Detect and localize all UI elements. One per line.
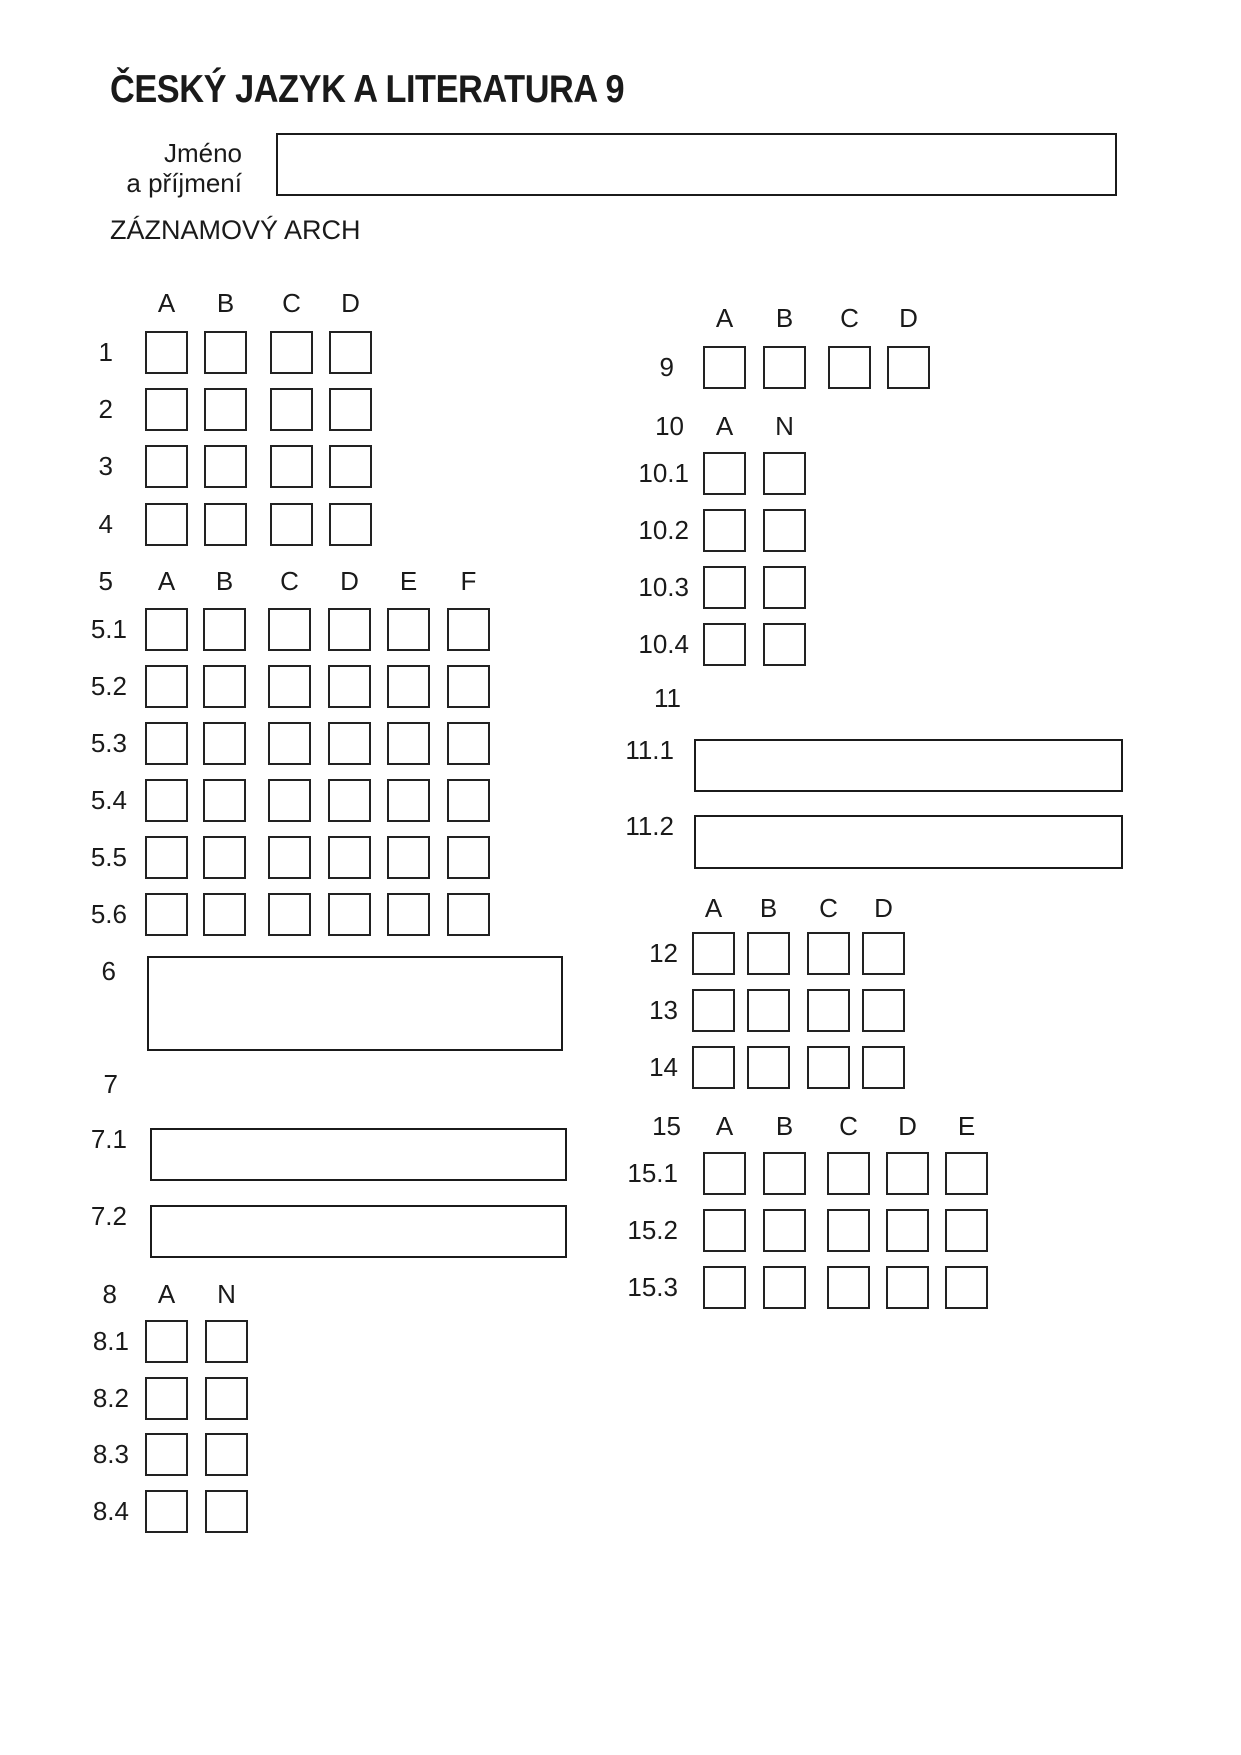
- checkbox-5-1-d[interactable]: [328, 608, 371, 651]
- sheet-subtitle: ZÁZNAMOVÝ ARCH: [110, 215, 361, 245]
- checkbox-9-a[interactable]: [703, 346, 746, 389]
- checkbox-1-a[interactable]: [145, 331, 188, 374]
- row-label-10-4: 10.4: [638, 629, 689, 659]
- checkbox-5-2-c[interactable]: [268, 665, 311, 708]
- checkbox-5-4-a[interactable]: [145, 779, 188, 822]
- column-label-b: B: [215, 566, 234, 596]
- checkbox-5-1-b[interactable]: [203, 608, 246, 651]
- checkbox-5-2-e[interactable]: [387, 665, 430, 708]
- row-label-10-1: 10.1: [638, 458, 689, 488]
- checkbox-5-3-e[interactable]: [387, 722, 430, 765]
- name-label-line2: a příjmení: [126, 168, 242, 198]
- checkbox-12-d[interactable]: [862, 932, 905, 975]
- question-number-8: 8: [102, 1279, 117, 1309]
- checkbox-12-a[interactable]: [692, 932, 735, 975]
- column-label-b: B: [775, 303, 794, 333]
- column-label-e: E: [957, 1111, 976, 1141]
- column-label-b: B: [216, 288, 235, 318]
- checkbox-1-d[interactable]: [329, 331, 372, 374]
- row-label-10-2: 10.2: [638, 515, 689, 545]
- checkbox-8-1-n[interactable]: [205, 1320, 248, 1363]
- answer-box-11-2[interactable]: [694, 815, 1123, 869]
- checkbox-5-1-c[interactable]: [268, 608, 311, 651]
- row-label-8-2: 8.2: [92, 1383, 129, 1413]
- row-label-14: 14: [649, 1052, 678, 1082]
- checkbox-5-5-f[interactable]: [447, 836, 490, 879]
- checkbox-5-6-f[interactable]: [447, 893, 490, 936]
- row-label-5-3: 5.3: [90, 728, 127, 758]
- column-label-f: F: [460, 566, 477, 596]
- checkbox-10-3-a[interactable]: [703, 566, 746, 609]
- checkbox-9-c[interactable]: [828, 346, 871, 389]
- row-label-5-2: 5.2: [90, 671, 127, 701]
- column-label-c: C: [840, 303, 859, 333]
- checkbox-8-2-a[interactable]: [145, 1377, 188, 1420]
- name-input-box[interactable]: [276, 133, 1117, 196]
- checkbox-5-2-d[interactable]: [328, 665, 371, 708]
- row-label-4: 4: [98, 509, 113, 539]
- checkbox-15-2-d[interactable]: [886, 1209, 929, 1252]
- checkbox-14-c[interactable]: [807, 1046, 850, 1089]
- checkbox-5-3-c[interactable]: [268, 722, 311, 765]
- row-label-8-1: 8.1: [92, 1326, 129, 1356]
- checkbox-15-3-a[interactable]: [703, 1266, 746, 1309]
- checkbox-5-2-a[interactable]: [145, 665, 188, 708]
- checkbox-15-2-c[interactable]: [827, 1209, 870, 1252]
- checkbox-10-3-n[interactable]: [763, 566, 806, 609]
- checkbox-15-1-d[interactable]: [886, 1152, 929, 1195]
- checkbox-2-b[interactable]: [204, 388, 247, 431]
- row-label-8-4: 8.4: [92, 1496, 129, 1526]
- row-label-15-1: 15.1: [627, 1158, 678, 1188]
- checkbox-5-6-e[interactable]: [387, 893, 430, 936]
- checkbox-15-2-a[interactable]: [703, 1209, 746, 1252]
- checkbox-5-6-d[interactable]: [328, 893, 371, 936]
- row-label-13: 13: [649, 995, 678, 1025]
- checkbox-10-1-a[interactable]: [703, 452, 746, 495]
- answer-box-11-1[interactable]: [694, 739, 1123, 792]
- column-label-a: A: [715, 1111, 734, 1141]
- checkbox-15-1-a[interactable]: [703, 1152, 746, 1195]
- checkbox-3-b[interactable]: [204, 445, 247, 488]
- checkbox-15-2-b[interactable]: [763, 1209, 806, 1252]
- checkbox-2-a[interactable]: [145, 388, 188, 431]
- checkbox-8-1-a[interactable]: [145, 1320, 188, 1363]
- checkbox-4-b[interactable]: [204, 503, 247, 546]
- checkbox-9-b[interactable]: [763, 346, 806, 389]
- column-label-e: E: [399, 566, 418, 596]
- column-label-a: A: [704, 893, 723, 923]
- checkbox-5-4-e[interactable]: [387, 779, 430, 822]
- checkbox-13-c[interactable]: [807, 989, 850, 1032]
- column-label-n: N: [217, 1279, 236, 1309]
- checkbox-15-3-d[interactable]: [886, 1266, 929, 1309]
- row-label-6: 6: [101, 956, 116, 986]
- column-label-d: D: [340, 566, 359, 596]
- row-label-8-3: 8.3: [92, 1439, 129, 1469]
- checkbox-10-4-a[interactable]: [703, 623, 746, 666]
- checkbox-4-c[interactable]: [270, 503, 313, 546]
- checkbox-12-b[interactable]: [747, 932, 790, 975]
- column-label-d: D: [341, 288, 360, 318]
- checkbox-1-c[interactable]: [270, 331, 313, 374]
- checkbox-13-d[interactable]: [862, 989, 905, 1032]
- column-label-d: D: [898, 1111, 917, 1141]
- checkbox-5-3-b[interactable]: [203, 722, 246, 765]
- row-label-1: 1: [98, 337, 113, 367]
- column-label-a: A: [157, 566, 176, 596]
- checkbox-5-4-c[interactable]: [268, 779, 311, 822]
- answer-box-6[interactable]: [147, 956, 563, 1051]
- checkbox-5-6-c[interactable]: [268, 893, 311, 936]
- checkbox-8-4-n[interactable]: [205, 1490, 248, 1533]
- row-label-15-3: 15.3: [627, 1272, 678, 1302]
- row-label-9: 9: [659, 352, 674, 382]
- column-label-a: A: [157, 288, 176, 318]
- checkbox-3-d[interactable]: [329, 445, 372, 488]
- name-label: [100, 138, 242, 198]
- checkbox-5-3-a[interactable]: [145, 722, 188, 765]
- checkbox-5-5-e[interactable]: [387, 836, 430, 879]
- checkbox-5-5-c[interactable]: [268, 836, 311, 879]
- question-number-10: 10: [655, 411, 684, 441]
- column-label-c: C: [819, 893, 838, 923]
- checkbox-13-a[interactable]: [692, 989, 735, 1032]
- row-label-10-3: 10.3: [638, 572, 689, 602]
- row-label-5-5: 5.5: [90, 842, 127, 872]
- checkbox-8-3-a[interactable]: [145, 1433, 188, 1476]
- checkbox-8-4-a[interactable]: [145, 1490, 188, 1533]
- checkbox-10-4-n[interactable]: [763, 623, 806, 666]
- checkbox-14-b[interactable]: [747, 1046, 790, 1089]
- checkbox-5-3-d[interactable]: [328, 722, 371, 765]
- checkbox-1-b[interactable]: [204, 331, 247, 374]
- column-label-a: A: [715, 411, 734, 441]
- checkbox-5-5-d[interactable]: [328, 836, 371, 879]
- checkbox-3-c[interactable]: [270, 445, 313, 488]
- row-label-7-1: 7.1: [90, 1124, 127, 1154]
- checkbox-5-1-a[interactable]: [145, 608, 188, 651]
- question-number-7: 7: [103, 1069, 118, 1099]
- checkbox-15-3-e[interactable]: [945, 1266, 988, 1309]
- column-label-a: A: [157, 1279, 176, 1309]
- checkbox-4-d[interactable]: [329, 503, 372, 546]
- checkbox-3-a[interactable]: [145, 445, 188, 488]
- checkbox-2-d[interactable]: [329, 388, 372, 431]
- checkbox-10-2-n[interactable]: [763, 509, 806, 552]
- checkbox-5-6-b[interactable]: [203, 893, 246, 936]
- column-label-b: B: [759, 893, 778, 923]
- checkbox-5-6-a[interactable]: [145, 893, 188, 936]
- row-label-11-1: 11.1: [625, 735, 674, 765]
- row-label-5-1: 5.1: [90, 614, 127, 644]
- question-number-11: 11: [654, 683, 681, 713]
- row-label-7-2: 7.2: [90, 1201, 127, 1231]
- checkbox-15-3-b[interactable]: [763, 1266, 806, 1309]
- question-number-5: 5: [98, 566, 113, 596]
- checkbox-15-1-c[interactable]: [827, 1152, 870, 1195]
- row-label-15-2: 15.2: [627, 1215, 678, 1245]
- column-label-c: C: [280, 566, 299, 596]
- checkbox-15-2-e[interactable]: [945, 1209, 988, 1252]
- question-number-15: 15: [652, 1111, 681, 1141]
- checkbox-15-1-e[interactable]: [945, 1152, 988, 1195]
- checkbox-2-c[interactable]: [270, 388, 313, 431]
- row-label-5-4: 5.4: [90, 785, 127, 815]
- checkbox-9-d[interactable]: [887, 346, 930, 389]
- column-label-c: C: [282, 288, 301, 318]
- page-title: ČESKÝ JAZYK A LITERATURA 9: [110, 68, 625, 111]
- checkbox-5-2-f[interactable]: [447, 665, 490, 708]
- row-label-12: 12: [649, 938, 678, 968]
- checkbox-5-2-b[interactable]: [203, 665, 246, 708]
- checkbox-5-4-d[interactable]: [328, 779, 371, 822]
- checkbox-10-1-n[interactable]: [763, 452, 806, 495]
- column-label-b: B: [775, 1111, 794, 1141]
- checkbox-12-c[interactable]: [807, 932, 850, 975]
- checkbox-5-5-b[interactable]: [203, 836, 246, 879]
- row-label-5-6: 5.6: [90, 899, 127, 929]
- column-label-d: D: [874, 893, 893, 923]
- row-label-11-2: 11.2: [625, 811, 674, 841]
- checkbox-5-1-e[interactable]: [387, 608, 430, 651]
- checkbox-15-3-c[interactable]: [827, 1266, 870, 1309]
- column-label-d: D: [899, 303, 918, 333]
- checkbox-13-b[interactable]: [747, 989, 790, 1032]
- name-label-line1: Jméno: [163, 138, 242, 168]
- row-label-2: 2: [98, 394, 113, 424]
- answer-box-7-1[interactable]: [150, 1128, 567, 1181]
- row-label-3: 3: [98, 451, 113, 481]
- checkbox-15-1-b[interactable]: [763, 1152, 806, 1195]
- checkbox-5-5-a[interactable]: [145, 836, 188, 879]
- checkbox-5-4-b[interactable]: [203, 779, 246, 822]
- column-label-c: C: [839, 1111, 858, 1141]
- checkbox-4-a[interactable]: [145, 503, 188, 546]
- column-label-a: A: [715, 303, 734, 333]
- answer-box-7-2[interactable]: [150, 1205, 567, 1258]
- checkbox-5-3-f[interactable]: [447, 722, 490, 765]
- checkbox-8-2-n[interactable]: [205, 1377, 248, 1420]
- checkbox-14-d[interactable]: [862, 1046, 905, 1089]
- column-label-n: N: [775, 411, 794, 441]
- checkbox-5-4-f[interactable]: [447, 779, 490, 822]
- checkbox-10-2-a[interactable]: [703, 509, 746, 552]
- checkbox-8-3-n[interactable]: [205, 1433, 248, 1476]
- checkbox-14-a[interactable]: [692, 1046, 735, 1089]
- checkbox-5-1-f[interactable]: [447, 608, 490, 651]
